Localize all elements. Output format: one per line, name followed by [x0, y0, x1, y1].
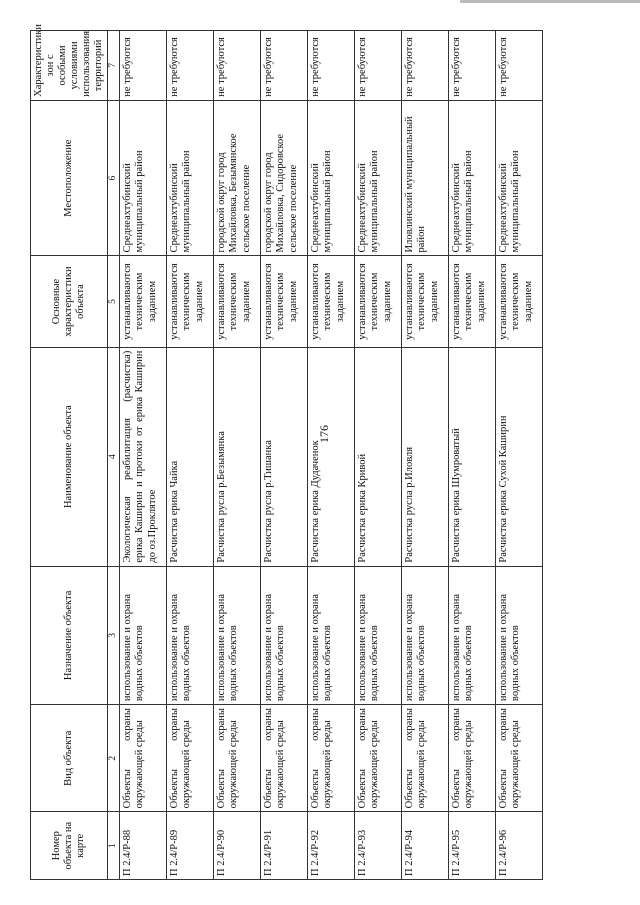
object-name-cell: Расчистка ерика Шумроватый	[449, 347, 496, 566]
column-number-row	[108, 31, 120, 880]
header-object-purpose: Назначение объекта	[31, 566, 108, 704]
page-number: 176	[317, 425, 331, 443]
zone-characteristics-cell: не требуются	[449, 31, 496, 101]
object-purpose-cell: использование и охрана водных объектов	[449, 566, 496, 704]
table-row	[449, 31, 496, 880]
object-number-cell: П 2.4/Р-96	[496, 812, 543, 880]
object-purpose-cell: использование и охрана водных объектов	[308, 566, 355, 704]
object-type-cell: Объекты охраны окружающей среды	[496, 705, 543, 812]
object-name-cell: Экологическая реабилитация (расчистка) ерика Каширин и протоки от ерика Каширин до оз.Проклятое	[120, 347, 167, 566]
zone-characteristics-cell: не требуются	[496, 31, 543, 101]
object-number-cell: П 2.4/Р-89	[167, 812, 214, 880]
column-number: 6	[108, 100, 120, 256]
header-location: Местоположение	[31, 100, 108, 256]
zone-characteristics-cell: не требуются	[261, 31, 308, 101]
header-object-name: Наименование объекта	[31, 347, 108, 566]
top-edge-line	[460, 0, 640, 3]
location-cell: городской округ город Михайловка, Сидоровское сельское поселение	[261, 100, 308, 256]
object-type-cell: Объекты охраны окружающей среды	[402, 705, 449, 812]
object-name-cell: Расчистка русла р.Тишанка	[261, 347, 308, 566]
object-name-cell: Расчистка ерика Дудаченок	[308, 347, 355, 566]
object-number-cell: П 2.4/Р-95	[449, 812, 496, 880]
header-object-number: Номер объекта на карте	[31, 812, 108, 880]
object-purpose-cell: использование и охрана водных объектов	[355, 566, 402, 704]
object-type-cell: Объекты охраны окружающей среды	[120, 705, 167, 812]
object-purpose-cell: использование и охрана водных объектов	[214, 566, 261, 704]
object-number-cell: П 2.4/Р-88	[120, 812, 167, 880]
table-row	[308, 31, 355, 880]
header-object-type: Вид объекта	[31, 705, 108, 812]
object-number-cell: П 2.4/Р-94	[402, 812, 449, 880]
table-row	[496, 31, 543, 880]
zone-characteristics-cell: не требуются	[120, 31, 167, 101]
object-purpose-cell: использование и охрана водных объектов	[120, 566, 167, 704]
location-cell: Среднеахтубинский муниципальный район	[120, 100, 167, 256]
object-characteristics-cell: устанавливаются техническим заданием	[120, 256, 167, 347]
object-characteristics-cell: устанавливаются техническим заданием	[261, 256, 308, 347]
object-characteristics-cell: устанавливаются техническим заданием	[496, 256, 543, 347]
object-purpose-cell: использование и охрана водных объектов	[261, 566, 308, 704]
object-type-cell: Объекты охраны окружающей среды	[449, 705, 496, 812]
rotated-table-container	[30, 23, 620, 880]
object-name-cell: Расчистка русла р.Иловля	[402, 347, 449, 566]
zone-characteristics-cell: не требуются	[167, 31, 214, 101]
table-row	[214, 31, 261, 880]
zone-characteristics-cell: не требуются	[308, 31, 355, 101]
object-name-cell: Расчистка ерика Сухой Каширин	[496, 347, 543, 566]
object-type-cell: Объекты охраны окружающей среды	[167, 705, 214, 812]
table-row	[261, 31, 308, 880]
object-purpose-cell: использование и охрана водных объектов	[402, 566, 449, 704]
header-row	[31, 31, 108, 880]
object-characteristics-cell: устанавливаются техническим заданием	[402, 256, 449, 347]
object-name-cell: Расчистка русла р.Безымянка	[214, 347, 261, 566]
object-purpose-cell: использование и охрана водных объектов	[167, 566, 214, 704]
object-characteristics-cell: устанавливаются техническим заданием	[214, 256, 261, 347]
object-number-cell: П 2.4/Р-93	[355, 812, 402, 880]
object-number-cell: П 2.4/Р-90	[214, 812, 261, 880]
header-object-characteristics: Основные характеристики объекта	[31, 256, 108, 347]
zone-characteristics-cell: не требуются	[355, 31, 402, 101]
object-name-cell: Расчистка ерика Чайка	[167, 347, 214, 566]
object-type-cell: Объекты охраны окружающей среды	[308, 705, 355, 812]
object-characteristics-cell: устанавливаются техническим заданием	[167, 256, 214, 347]
location-cell: Среднеахтубинский муниципальный район	[167, 100, 214, 256]
location-cell: Среднеахтубинский муниципальный район	[308, 100, 355, 256]
object-type-cell: Объекты охраны окружающей среды	[355, 705, 402, 812]
object-number-cell: П 2.4/Р-91	[261, 812, 308, 880]
location-cell: Среднеахтубинский муниципальный район	[449, 100, 496, 256]
object-purpose-cell: использование и охрана водных объектов	[496, 566, 543, 704]
table-row	[167, 31, 214, 880]
column-number: 2	[108, 705, 120, 812]
column-number: 1	[108, 812, 120, 880]
column-number: 3	[108, 566, 120, 704]
column-number: 4	[108, 347, 120, 566]
column-number: 5	[108, 256, 120, 347]
object-characteristics-cell: устанавливаются техническим заданием	[308, 256, 355, 347]
location-cell: Иловлинский муниципальный район	[402, 100, 449, 256]
object-name-cell: Расчистка ерика Кривой	[355, 347, 402, 566]
object-characteristics-cell: устанавливаются техническим заданием	[355, 256, 402, 347]
object-number-cell: П 2.4/Р-92	[308, 812, 355, 880]
table-row	[355, 31, 402, 880]
table-row	[402, 31, 449, 880]
object-characteristics-cell: устанавливаются техническим заданием	[449, 256, 496, 347]
objects-table	[30, 23, 543, 880]
header-zone-characteristics: Характеристики зон с особыми условиями использования территорий	[31, 31, 108, 101]
location-cell: Среднеахтубинский муниципальный район	[496, 100, 543, 256]
table-row	[120, 31, 167, 880]
location-cell: Среднеахтубинский муниципальный район	[355, 100, 402, 256]
column-number: 7	[108, 31, 120, 101]
location-cell: городской округ город Михайловка, Безымянское сельское поселение	[214, 100, 261, 256]
object-type-cell: Объекты охраны окружающей среды	[261, 705, 308, 812]
zone-characteristics-cell: не требуются	[214, 31, 261, 101]
zone-characteristics-cell: не требуются	[402, 31, 449, 101]
object-type-cell: Объекты охраны окружающей среды	[214, 705, 261, 812]
